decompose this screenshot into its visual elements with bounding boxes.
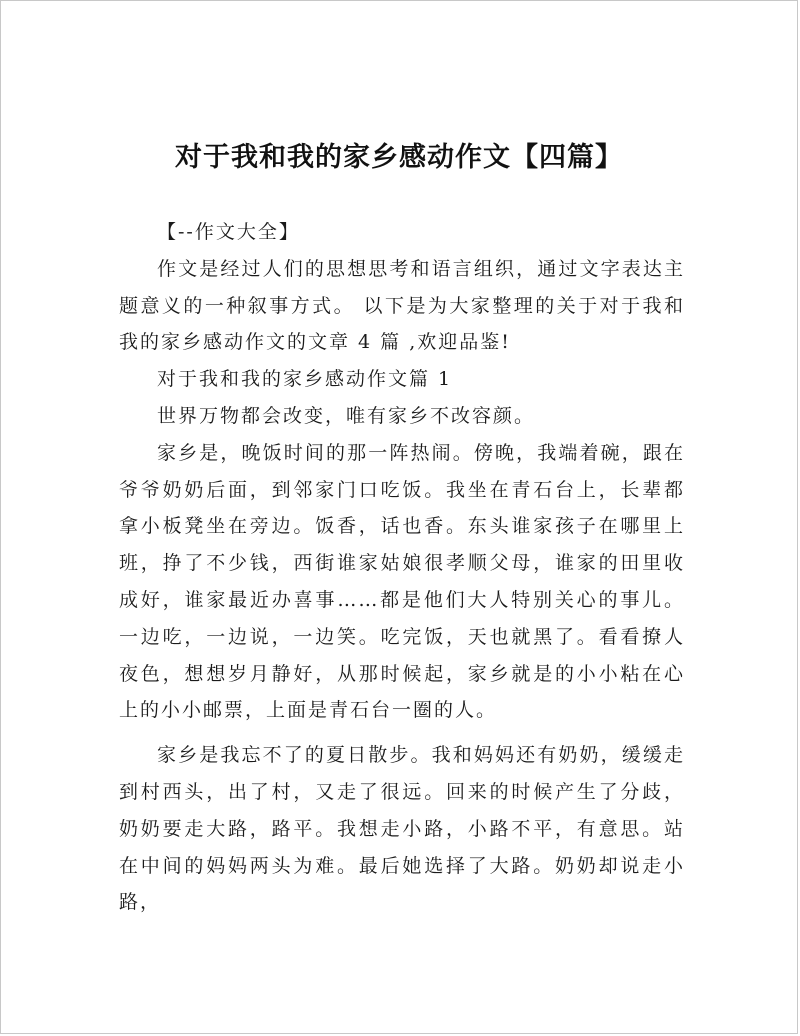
document-title: 对于我和我的家乡感动作文【四篇】 xyxy=(175,142,623,173)
source-tag: 【--作文大全】 xyxy=(157,221,300,243)
document-body xyxy=(119,214,685,921)
body-paragraph: 世界万物都会改变，唯有家乡不改容颜。 xyxy=(157,404,536,427)
section-heading: 对于我和我的家乡感动作文篇 1 xyxy=(157,368,453,391)
body-paragraph: 家乡是，晚饭时间的那一阵热闹。傍晚，我端着碗，跟在爷爷奶奶后面，到邻家门口吃饭。我坐在青石台上，长辈都拿小板凳坐在旁边。饭香，话也香。东头谁家孩子在哪里上班，挣了不少钱，西街谁家姑娘很孝顺父母，谁家的田里收成好，谁家最近办喜事……都是他们大人特别关心的事儿。一边吃，一边说，一边笑。吃完饭，天也就黑了。看看撩人夜色，想想岁月静好，从那时候起，家乡就是的小小粘在心上的小小邮票，上面是青石台一圈的人。 xyxy=(119,441,685,722)
body-paragraph: 家乡是我忘不了的夏日散步。我和妈妈还有奶奶，缓缓走到村西头，出了村，又走了很远。回来的时候产生了分歧，奶奶要走大路，路平。我想走小路，小路不平，有意思。站在中间的妈妈两头为难。最后她选择了大路。奶奶却说走小路， xyxy=(119,744,685,914)
intro-paragraph: 作文是经过人们的思想思考和语言组织，通过文字表达主题意义的一种叙事方式。 以下是为大家整理的关于对于我和我的家乡感动作文的文章 4 篇 ,欢迎品鉴! xyxy=(119,257,685,354)
